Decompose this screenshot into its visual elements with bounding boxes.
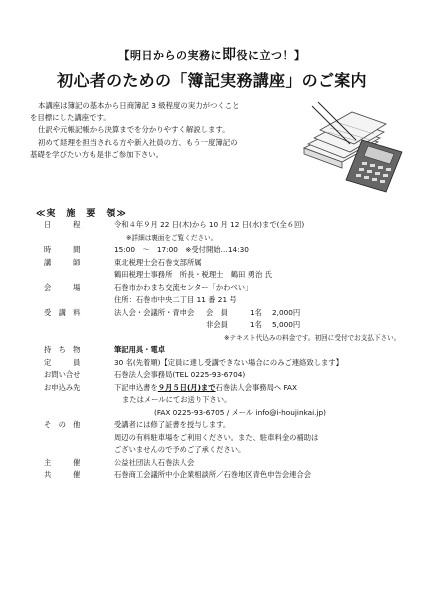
venue-name: 石巻市かわまち交流センター「かわべい」 bbox=[114, 282, 253, 292]
date-label: 日 程 bbox=[44, 220, 81, 229]
row-contact bbox=[40, 369, 400, 382]
apply-label: お申込み先 bbox=[44, 382, 81, 392]
fee-member-line bbox=[114, 307, 400, 320]
row-venue bbox=[40, 282, 400, 295]
contact-value: 石巻法人会事務局(TEL 0225-93-6704) bbox=[114, 370, 246, 379]
fee-nonmember-count: 1名 bbox=[250, 320, 262, 329]
intro-line: 初めて経理を担当される方や新入社員の方、もう一度簿記の bbox=[38, 137, 238, 147]
apply-post: 石巻法人会事務局へ FAX bbox=[215, 382, 298, 392]
row-host bbox=[40, 457, 400, 470]
venue-address: 住所：石巻市中央二丁目 11 番 21 号 bbox=[114, 295, 237, 304]
host-label: 主 催 bbox=[44, 457, 81, 467]
intro-line: 仕訳や元帳記帳から決算までを分かりやすく解説します。 bbox=[38, 125, 230, 135]
intro-line: を目標にした講座です。 bbox=[30, 113, 111, 123]
fee-group: 法人会・会議所・青申会 bbox=[114, 307, 195, 317]
cohost-label: 共 催 bbox=[44, 470, 81, 479]
fee-nonmember: 非会員 bbox=[206, 320, 228, 329]
apply-line-1 bbox=[114, 382, 400, 395]
row-items bbox=[40, 344, 400, 357]
intro-text bbox=[30, 100, 290, 161]
fee-member: 会 員 bbox=[206, 307, 228, 317]
cohost-value: 石巻商工会議所中小企業相談所／石巻地区青色申告会連合会 bbox=[114, 470, 312, 479]
row-apply bbox=[40, 382, 400, 395]
fee-member-count: 1名 bbox=[250, 307, 262, 317]
row-date bbox=[40, 219, 400, 232]
date-note: ※詳細は裏面をご覧ください。 bbox=[126, 233, 218, 242]
banner-open: 【明日からの実務に bbox=[118, 49, 222, 62]
capacity-label: 定 員 bbox=[44, 357, 81, 367]
fee-nonmember-amount: 5,000円 bbox=[272, 320, 301, 329]
items-label: 持 ち 物 bbox=[44, 345, 81, 354]
row-capacity bbox=[40, 357, 400, 370]
apply-pre: 下記申込書を bbox=[114, 382, 158, 392]
banner-close: 役に立つ！】 bbox=[236, 49, 306, 62]
capacity-value: 30 名(先着順)【定員に達し受講できない場合にのみご連絡致します】 bbox=[114, 357, 343, 367]
banner bbox=[0, 44, 424, 64]
apply-line-2: またはメールにてお送り下さい。 bbox=[122, 395, 232, 404]
lecturer-label: 講 師 bbox=[44, 257, 81, 267]
row-fee bbox=[40, 307, 400, 320]
intro-line: 基礎を学びたい方も是非ご参加下さい。 bbox=[30, 149, 164, 159]
other-value-3: ございませんので予めご了承ください。 bbox=[114, 445, 246, 454]
row-lecturer bbox=[40, 257, 400, 270]
time-label: 時 間 bbox=[44, 245, 81, 254]
time-value: 15:00 ～ 17:00 ※受付開始…14:30 bbox=[114, 245, 249, 254]
lecturer-name: 鶴田税理士事務所 所長・税理士 鶴田 勇治 氏 bbox=[114, 270, 272, 279]
date-value: 令和４年９月 22 日(木)から 10 月 12 日(水)まで(全６回) bbox=[114, 220, 305, 229]
other-value-2: 周辺の有料駐車場をご利用ください。また、駐車料金の補助は bbox=[114, 432, 319, 442]
venue-label: 会 場 bbox=[44, 282, 81, 292]
row-cohost bbox=[40, 469, 400, 482]
calculator-documents-illustration bbox=[300, 96, 408, 196]
fee-note: ※テキスト代込みの料金です。初回に受付でお支払下さい。 bbox=[224, 333, 401, 342]
other-value-1: 受講者には修了証書を授与します。 bbox=[114, 420, 231, 429]
lecturer-org: 東北税理士会石巻支部所属 bbox=[114, 257, 202, 267]
row-time bbox=[40, 244, 400, 257]
section-title: ≪実 施 要 領≫ bbox=[36, 209, 127, 219]
row-other bbox=[40, 419, 400, 432]
page-title: 初心者のための「簿記実務講座」のご案内 bbox=[57, 71, 367, 90]
fee-member-amount: 2,000円 bbox=[272, 307, 301, 317]
fee-label: 受 講 料 bbox=[44, 307, 81, 317]
items-value: 筆記用具・電卓 bbox=[114, 345, 166, 354]
banner-emphasis: 即 bbox=[222, 47, 237, 63]
fee-nonmember-line bbox=[114, 319, 400, 332]
contact-label: お問い合せ bbox=[44, 370, 81, 379]
intro-line: 本講座は簿記の基本から日商簿記 3 級程度の実力がつくこと bbox=[38, 101, 240, 110]
apply-deadline: ９月５日(月)まで bbox=[157, 382, 216, 392]
host-value: 公益社団法人石巻法人会 bbox=[114, 457, 195, 467]
apply-contact-line: (FAX 0225-93-6705 / メール info@i-houjinkai.jp) bbox=[154, 407, 326, 417]
details-table bbox=[40, 219, 400, 482]
other-label: そ の 他 bbox=[44, 420, 81, 429]
